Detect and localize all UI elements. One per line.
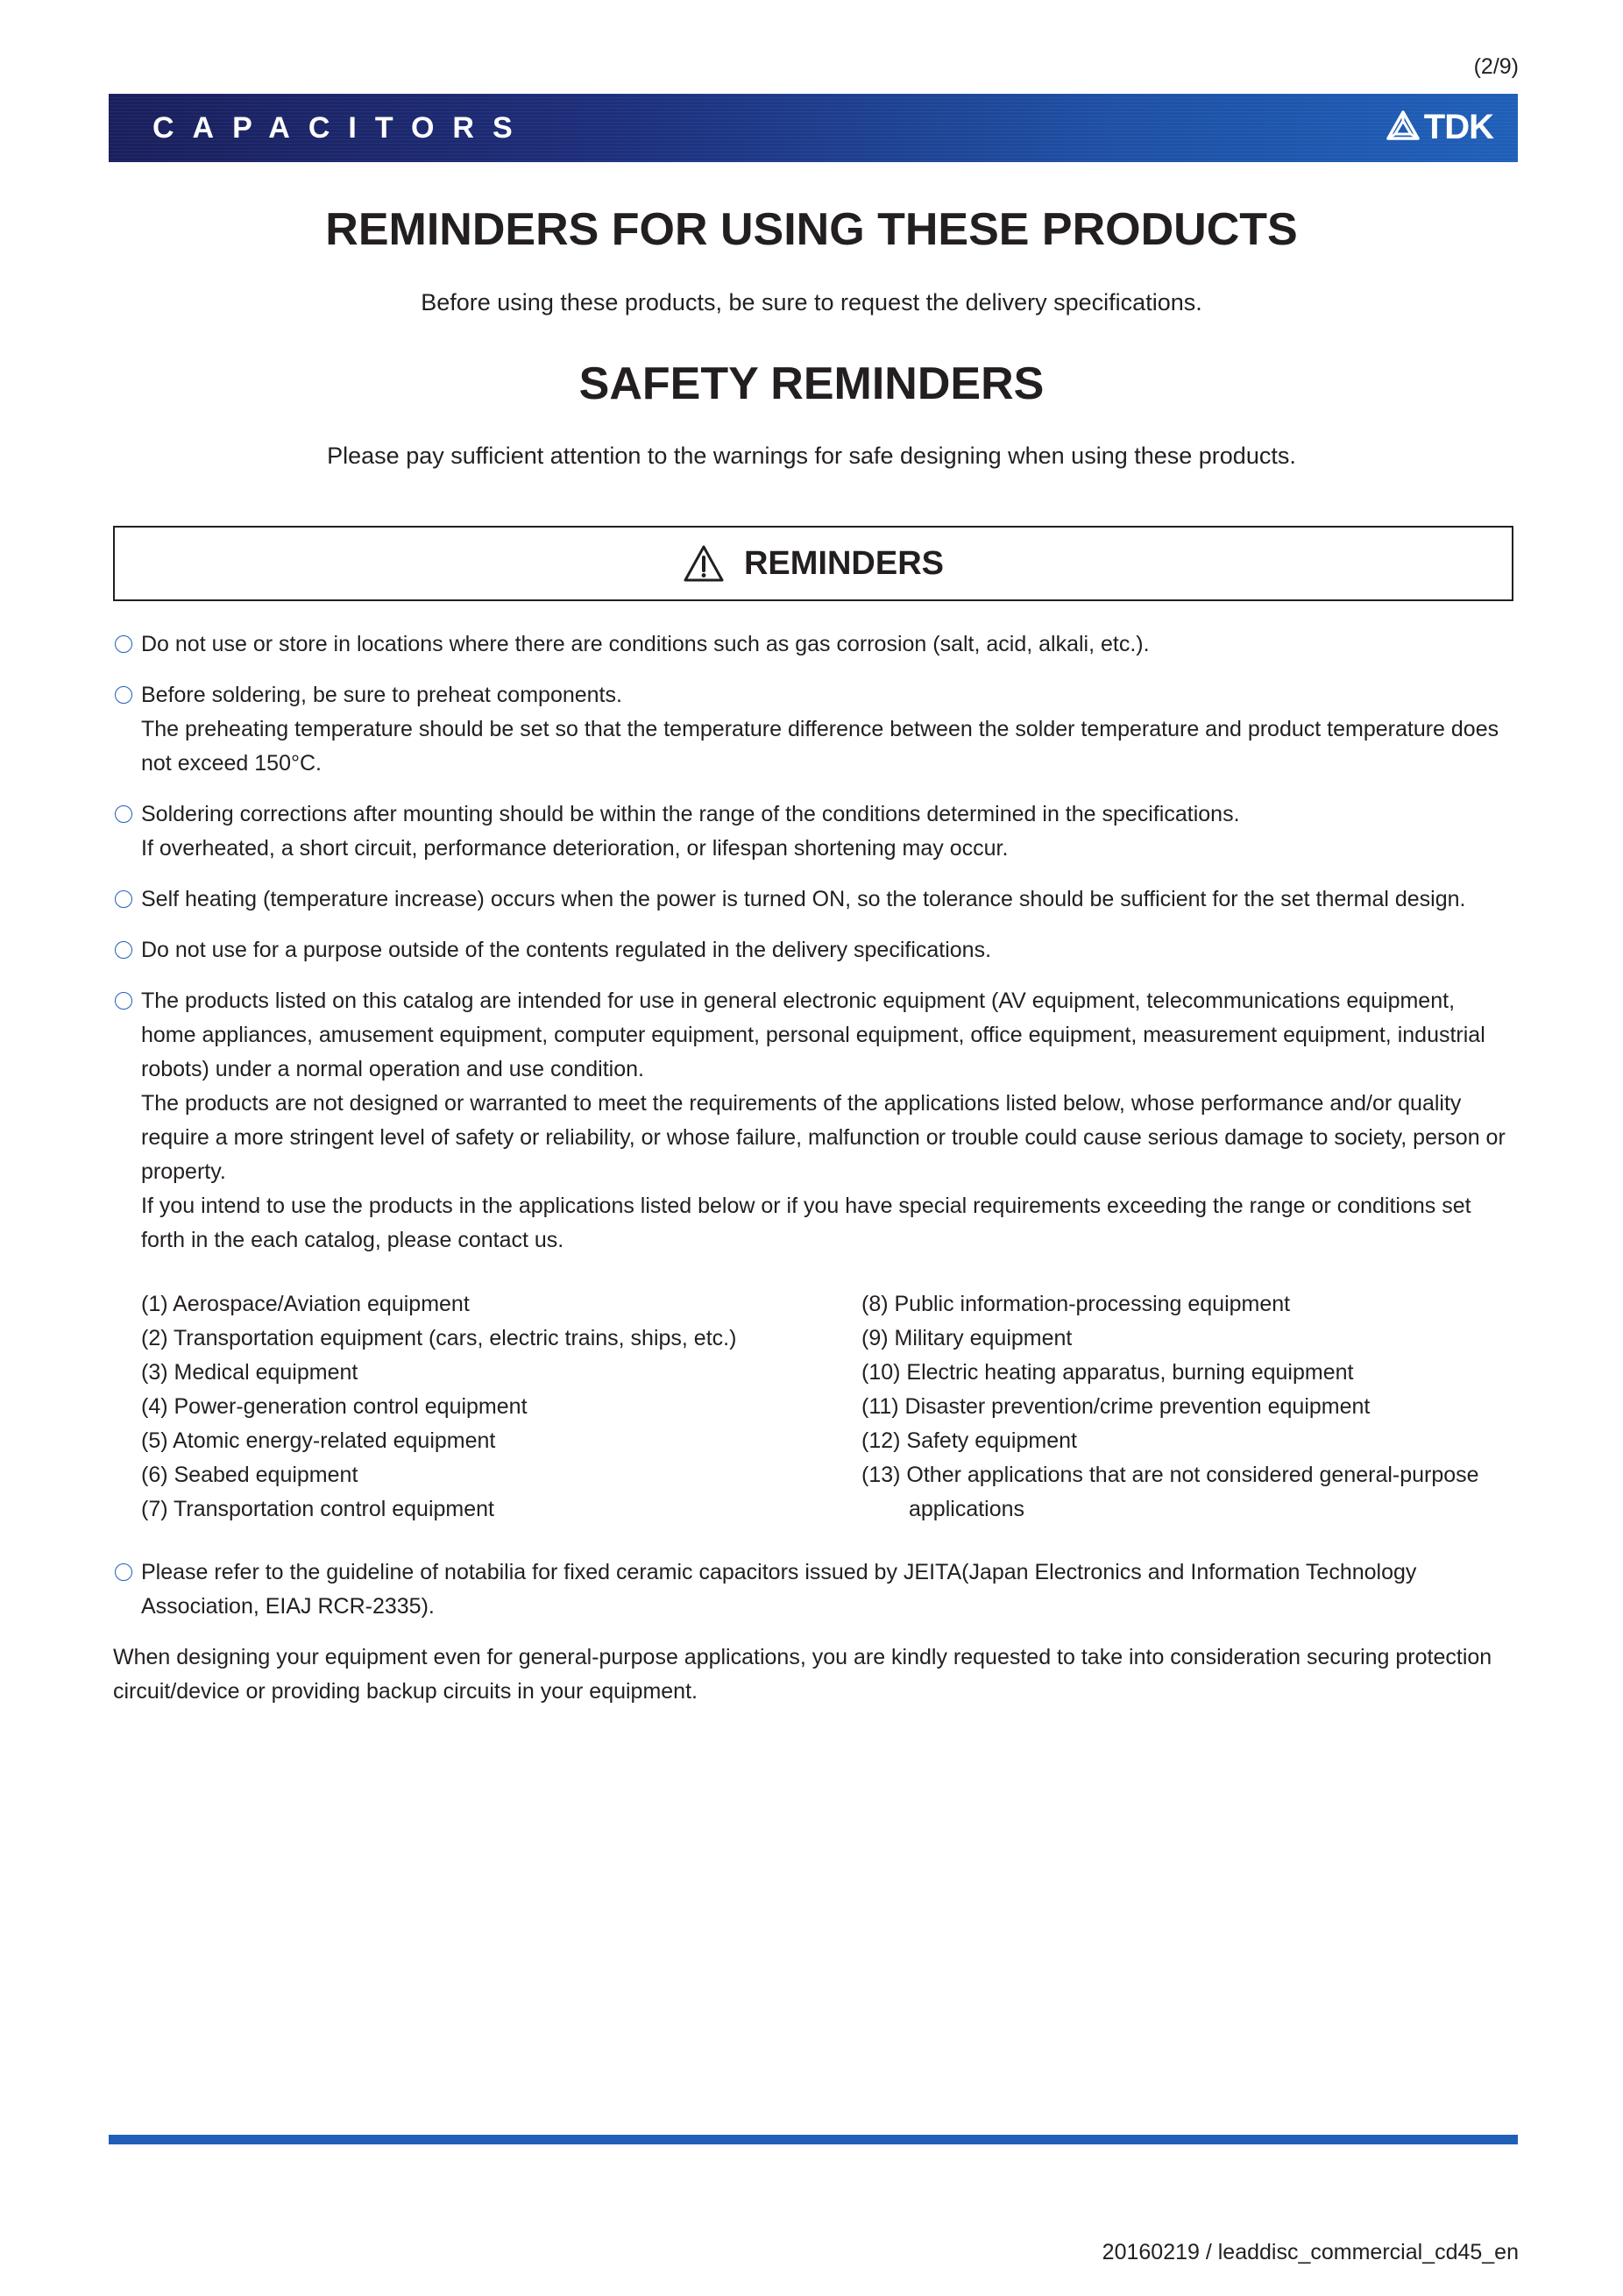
tdk-logo — [1386, 110, 1493, 145]
application-item-continuation: applications — [909, 1497, 1025, 1521]
list-item: Do not use or store in locations where there are conditions such as gas corrosion (salt, acid, alkali, etc.). — [113, 627, 1513, 662]
section-title: CAPACITORS — [152, 111, 531, 145]
circle-bullet-icon — [115, 992, 132, 1010]
list-item: The products listed on this catalog are intended for use in general electronic equipment (AV equipment, telecommunications equipment, home appliances, amusement equipment, computer equipment, personal equipment, office equipment, measurement equipment, industrial robots) under a normal operation and use condition. The products are not designed or warranted to meet the requirements of the applications listed below, whose performance and/or quality require a more stringent level of safety or reliability, or whose failure, malfunction or trouble could cause serious damage to society, person or property. If you intend to use the products in the applications listed below or if you have special requirements exceeding the range or conditions set forth in the each catalog, please contact us. — [113, 984, 1513, 1258]
application-item: (9) Military equipment — [861, 1326, 1073, 1350]
application-item: (8) Public information-processing equipment — [861, 1292, 1291, 1316]
list-item: Self heating (temperature increase) occurs when the power is turned ON, so the tolerance should be sufficient for the set thermal design. — [113, 882, 1513, 917]
application-item: (10) Electric heating apparatus, burning equipment — [861, 1360, 1354, 1385]
application-item: (3) Medical equipment — [141, 1360, 358, 1385]
document-code: 20160219 / leaddisc_commercial_cd45_en — [1102, 2240, 1519, 2264]
brand-name: TDK — [1423, 108, 1493, 146]
closing-paragraph: When designing your equipment even for general-purpose applications, you are kindly requested to take into consideration securing protection circuit/device or providing backup circuits in your equipment. — [113, 1645, 1492, 1704]
application-item: (7) Transportation control equipment — [141, 1497, 494, 1521]
header-band — [109, 94, 1518, 162]
reminders-box — [113, 526, 1513, 601]
list-item: Before soldering, be sure to preheat components. The preheating temperature should be set so that the temperature difference between the solder temperature and product temperature does not exceed 150°C. — [113, 678, 1513, 781]
list-item: Soldering corrections after mounting should be within the range of the conditions determined in the specifications. If overheated, a short circuit, performance deterioration, or lifespan shortening may occur. — [113, 797, 1513, 866]
circle-bullet-icon — [115, 635, 132, 653]
safety-title: SAFETY REMINDERS — [578, 358, 1045, 409]
circle-bullet-icon — [115, 941, 132, 959]
applications-left-column — [141, 1287, 861, 1527]
application-item: (5) Atomic energy-related equipment — [141, 1428, 496, 1453]
application-item: (4) Power-generation control equipment — [141, 1394, 528, 1419]
applications-list — [113, 1287, 1513, 1527]
footer-divider — [109, 2135, 1518, 2144]
circle-bullet-icon — [115, 805, 132, 823]
circle-bullet-icon — [115, 686, 132, 704]
page-title: REMINDERS FOR USING THESE PRODUCTS — [325, 204, 1298, 255]
tdk-logo-icon — [1386, 110, 1421, 145]
reminders-list — [113, 627, 1513, 1709]
application-item: (13) Other applications that are not considered general-purpose — [861, 1463, 1479, 1487]
list-item: Do not use for a purpose outside of the contents regulated in the delivery specifications. — [113, 933, 1513, 967]
circle-bullet-icon — [115, 1563, 132, 1581]
safety-note: Please pay sufficient attention to the warnings for safe designing when using these products. — [327, 443, 1296, 469]
application-item: (1) Aerospace/Aviation equipment — [141, 1292, 470, 1316]
applications-right-column — [861, 1287, 1513, 1527]
list-item: Please refer to the guideline of notabilia for fixed ceramic capacitors issued by JEITA(Japan Electronics and Information Technology Association, EIAJ RCR-2335). — [113, 1555, 1513, 1624]
page-number: (2/9) — [1473, 54, 1519, 79]
application-item: (12) Safety equipment — [861, 1428, 1077, 1453]
reminders-heading: REMINDERS — [743, 544, 945, 582]
circle-bullet-icon — [115, 890, 132, 908]
application-item: (11) Disaster prevention/crime prevention equipment — [861, 1394, 1371, 1419]
title-note: Before using these products, be sure to request the delivery specifications. — [421, 289, 1202, 315]
application-item: (2) Transportation equipment (cars, electric trains, ships, etc.) — [141, 1326, 737, 1350]
warning-icon — [683, 544, 725, 583]
application-item: (6) Seabed equipment — [141, 1463, 358, 1487]
